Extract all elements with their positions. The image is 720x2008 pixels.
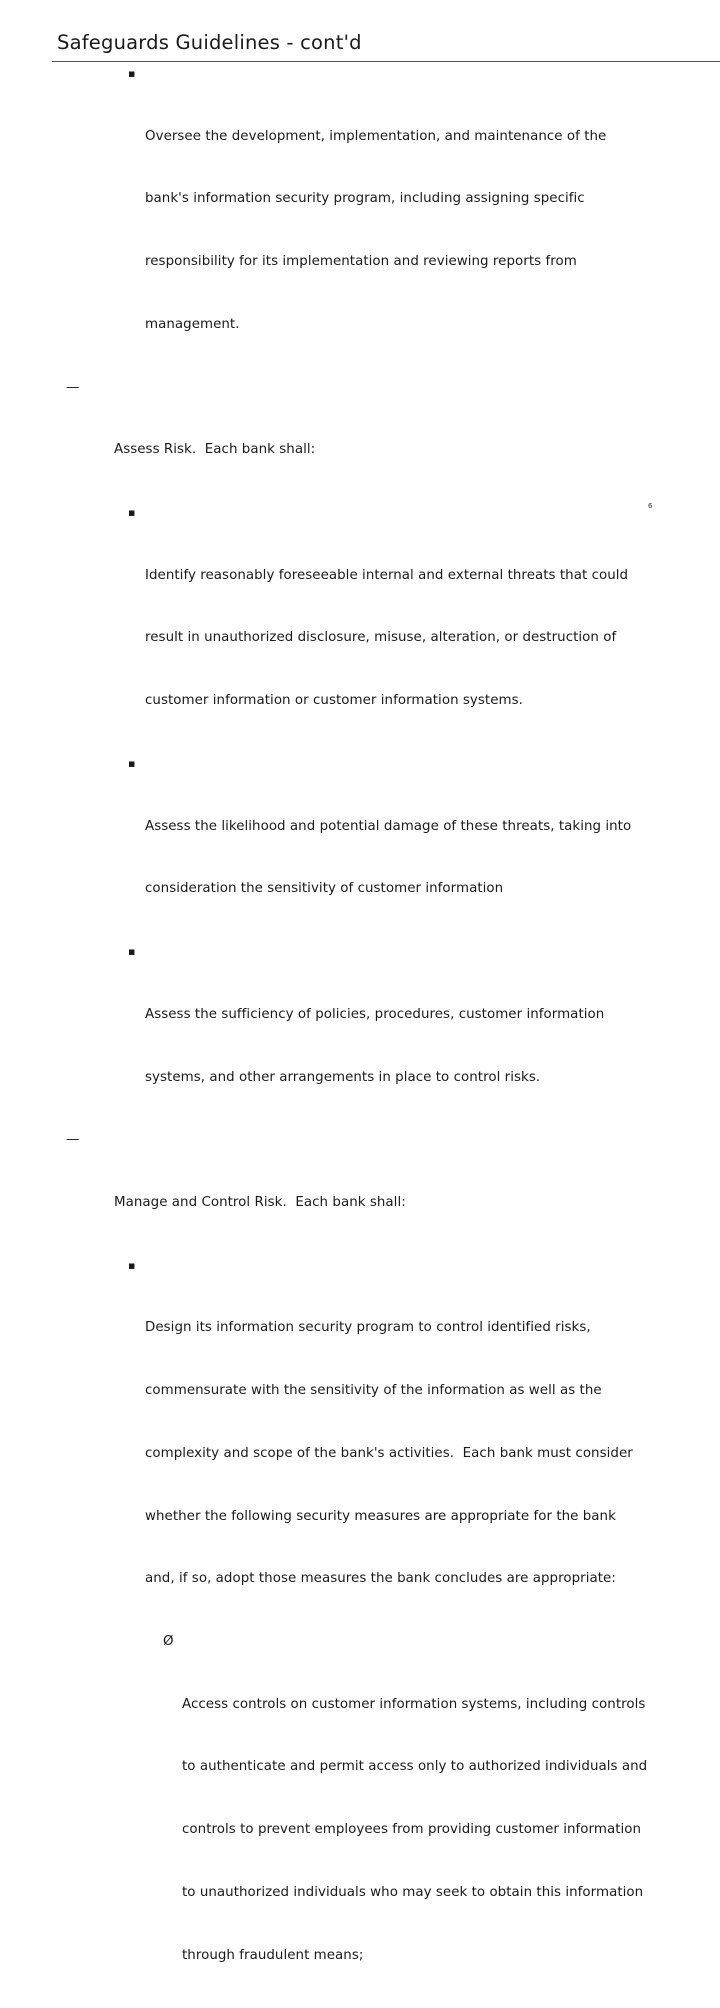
square-bullet-icon: ▪: [128, 67, 136, 80]
bullet-line: whether the following security measures are appropriate for the bank: [145, 1508, 616, 1524]
bullet-line: systems, and other arrangements in place to control risks.: [145, 1069, 541, 1085]
bullet-item-assess-sufficiency: [0, 942, 720, 1130]
page-number: 6: [648, 502, 653, 510]
bullet-line: to authenticate and permit access only to authorized individuals and: [182, 1759, 648, 1775]
bullet-item-identify-threats: [0, 503, 720, 754]
bullet-line: Assess Risk. Each bank shall:: [114, 442, 316, 458]
bullet-item-assess-risk: [0, 378, 720, 503]
arrow-bullet-icon: Ø: [163, 1633, 174, 1649]
bullet-list: [0, 64, 720, 2008]
bullet-line: to unauthorized individuals who may seek to obtain this information: [182, 1884, 644, 1900]
bullet-line: result in unauthorized disclosure, misuse, alteration, or destruction of: [145, 630, 617, 646]
bullet-line: Oversee the development, implementation, and maintenance of the: [145, 128, 607, 144]
bullet-line: Assess the sufficiency of policies, procedures, customer information: [145, 1006, 605, 1022]
bullet-line: controls to prevent employees from providing customer information: [182, 1822, 642, 1838]
bullet-line: through fraudulent means;: [182, 1947, 364, 1963]
dash-bullet-icon: —: [66, 1132, 80, 1148]
slide-title: Safeguards Guidelines - cont'd: [57, 31, 362, 54]
bullet-line: management.: [145, 316, 240, 332]
dash-bullet-icon: —: [66, 379, 80, 395]
bullet-line: commensurate with the sensitivity of the information as well as the: [145, 1383, 602, 1399]
bullet-line: and, if so, adopt those measures the bank concludes are appropriate:: [145, 1571, 616, 1587]
bullet-item-assess-likelihood: [0, 754, 720, 942]
bullet-line: Access controls on customer information systems, including controls: [182, 1696, 646, 1712]
title-underline: [52, 61, 720, 62]
bullet-line: complexity and scope of the bank's activities. Each bank must consider: [145, 1445, 633, 1461]
bullet-line: consideration the sensitivity of customer information: [145, 881, 504, 897]
bullet-line: responsibility for its implementation and reviewing reports from: [145, 254, 577, 270]
bullet-line: customer information or customer information systems.: [145, 693, 523, 709]
bullet-line: Manage and Control Risk. Each bank shall:: [114, 1194, 406, 1210]
bullet-line: bank's information security program, including assigning specific: [145, 191, 585, 207]
bullet-item-oversee: [0, 64, 720, 378]
square-bullet-icon: ▪: [128, 945, 136, 959]
square-bullet-icon: ▪: [128, 1258, 136, 1272]
bullet-item-design-program: [0, 1256, 720, 1632]
bullet-item-access-controls: [0, 1632, 720, 2008]
bullet-line: Design its information security program to control identified risks,: [145, 1320, 591, 1336]
square-bullet-icon: ▪: [128, 756, 136, 770]
bullet-item-manage-control-risk: [0, 1130, 720, 1255]
square-bullet-icon: ▪: [128, 506, 136, 520]
bullet-line: Identify reasonably foreseeable internal and external threats that could: [145, 567, 629, 583]
bullet-line: Assess the likelihood and potential damage of these threats, taking into: [145, 818, 632, 834]
